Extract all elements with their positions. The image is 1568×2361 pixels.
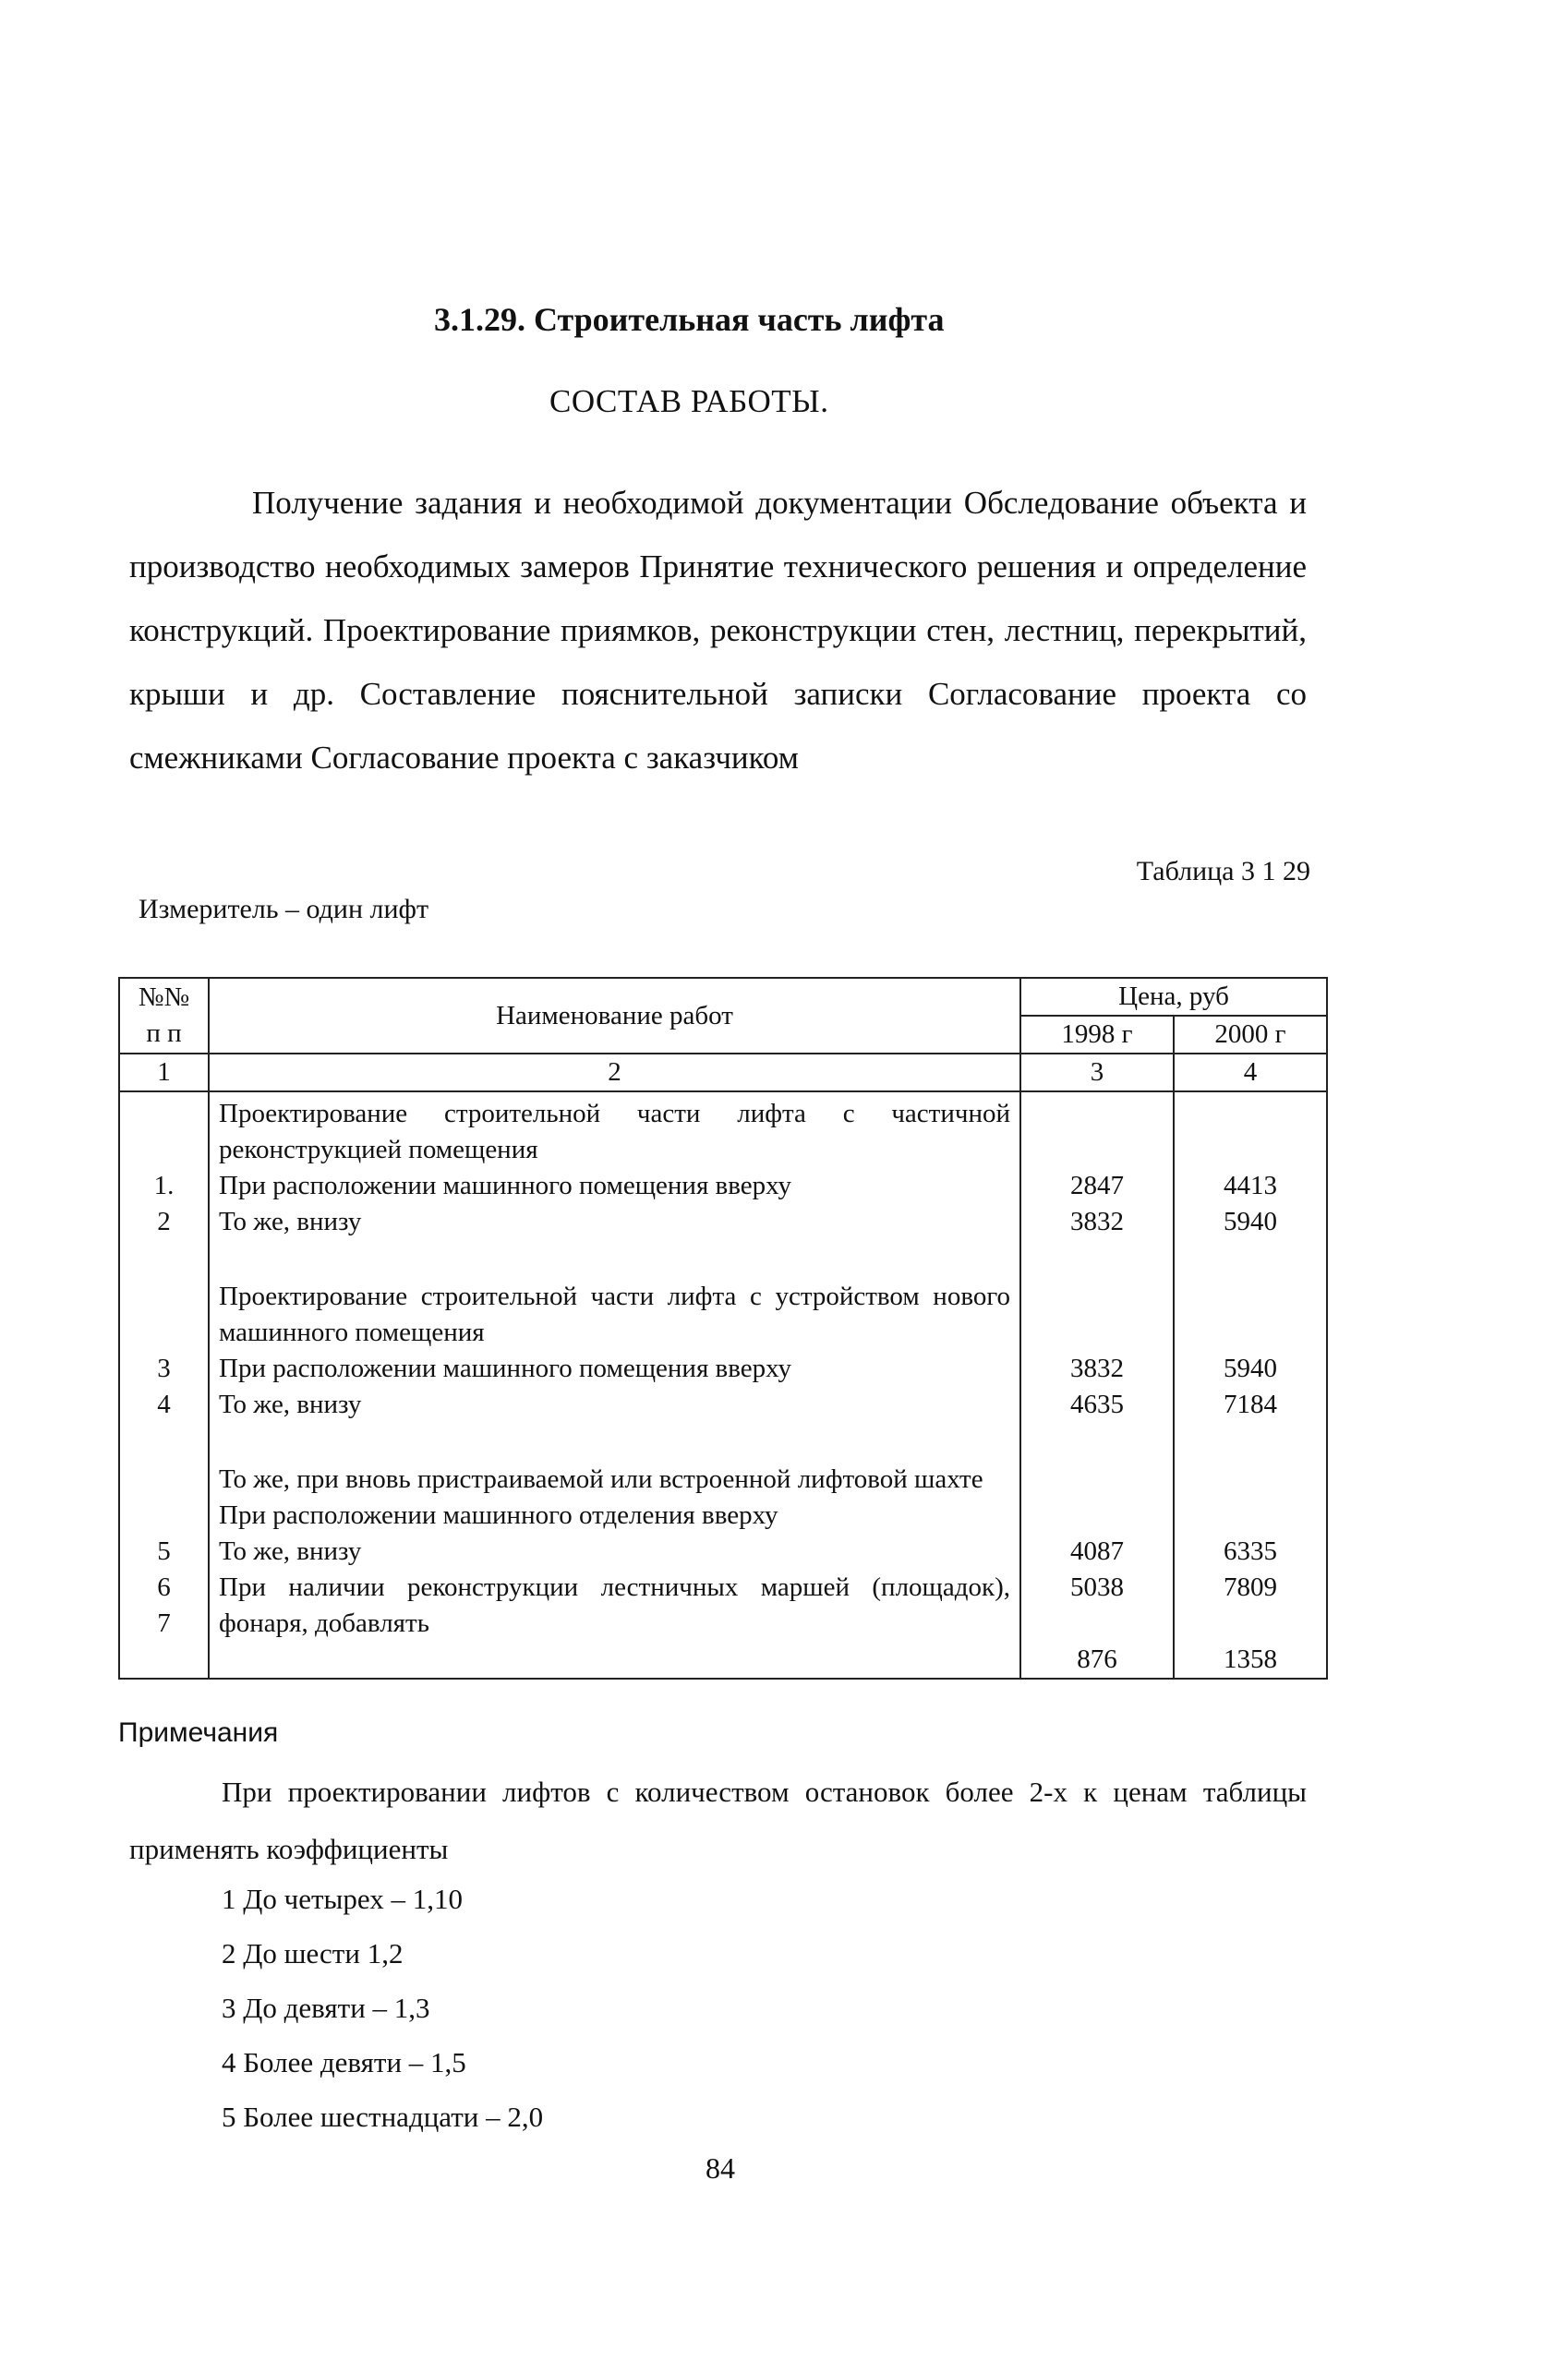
section-subtitle: СОСТАВ РАБОТЫ.: [549, 383, 829, 419]
work-name: То же, внизу: [219, 1207, 362, 1236]
work-name: При расположении машинного помещения вверху: [219, 1354, 792, 1383]
price-table: [118, 977, 1328, 1680]
section-title: 3.1.29. Строительная часть лифта: [434, 301, 945, 338]
price-1998: 4635: [1070, 1390, 1124, 1419]
header-2000: 2000 г: [1174, 1016, 1327, 1054]
numbers-column: [119, 1091, 209, 1679]
work-name: При расположении машинного помещения вверху: [219, 1171, 792, 1200]
work-name: То же, внизу: [219, 1390, 362, 1419]
price-2000: 4413: [1224, 1171, 1277, 1200]
header-number: №№ п п: [119, 978, 209, 1054]
price-2000: 1358: [1224, 1644, 1277, 1674]
price-1998: 2847: [1070, 1171, 1124, 1200]
header-1998: 1998 г: [1020, 1016, 1174, 1054]
row-number: 7: [157, 1608, 171, 1638]
row-number: 1.: [153, 1171, 175, 1200]
measure-unit: Измеритель – один лифт: [139, 894, 429, 924]
coefficient-item: 3 До девяти – 1,3: [222, 1992, 430, 2024]
price-1998: 5038: [1070, 1572, 1124, 1602]
work-name: При наличии реконструкции лестничных маршей (площадок), фонаря, добавлять: [219, 1572, 1010, 1638]
column-index: 3: [1020, 1054, 1174, 1091]
price-2000: 7809: [1224, 1572, 1277, 1602]
work-name: При расположении машинного отделения вверху: [219, 1500, 778, 1530]
price-2000: 6335: [1224, 1536, 1277, 1566]
price-1998: 4087: [1070, 1536, 1124, 1566]
coefficient-list: [222, 1872, 543, 2144]
row-number: 2: [157, 1207, 171, 1236]
price-1998: 3832: [1070, 1207, 1124, 1236]
price-1998: 3832: [1070, 1354, 1124, 1383]
row-number: 4: [157, 1390, 171, 1419]
column-index: 2: [209, 1054, 1020, 1091]
column-index: 4: [1174, 1054, 1327, 1091]
coefficient-item: 1 До четырех – 1,10: [222, 1883, 463, 1915]
row-number: 3: [157, 1354, 171, 1383]
work-description: Получение задания и необходимой документации Обследование объекта и производство необходимых замеров Принятие технического решения и определение конструкций. Проектирование приямков, реконструкции стен, лестниц, перекрытий, крыши и др. Составление пояснительной записки Согласование проекта со смежниками Согласование проекта с заказчиком: [129, 485, 1307, 776]
price-2000-column: [1174, 1091, 1327, 1679]
notes-text: При проектировании лифтов с количеством остановок более 2-х к ценам таблицы применять коэффициенты: [129, 1776, 1307, 1865]
header-work-name: Наименование работ: [209, 978, 1020, 1054]
work-name: То же, внизу: [219, 1536, 362, 1566]
row-number: 6: [157, 1572, 171, 1602]
price-2000: 7184: [1224, 1390, 1277, 1419]
price-2000: 5940: [1224, 1354, 1277, 1383]
coefficient-item: 4 Более девяти – 1,5: [222, 2046, 466, 2078]
group-title: Проектирование строительной части лифта с устройством нового машинного помещения: [219, 1282, 1010, 1347]
column-index: 1: [119, 1054, 209, 1091]
group-title: Проектирование строительной части лифта с частичной реконструкцией помещения: [219, 1099, 1010, 1164]
coefficient-item: 5 Более шестнадцати – 2,0: [222, 2101, 544, 2133]
page-number: 84: [706, 2151, 735, 2185]
notes-heading: Примечания: [118, 1717, 279, 1748]
coefficient-item: 2 До шести 1,2: [222, 1937, 404, 1970]
work-names-column: [209, 1091, 1020, 1679]
row-number: 5: [157, 1536, 171, 1566]
group-title: То же, при вновь пристраиваемой или встроенной лифтовой шахте: [219, 1464, 983, 1494]
price-2000: 5940: [1224, 1207, 1277, 1236]
header-price: Цена, руб: [1020, 978, 1327, 1016]
table-caption: Таблица 3 1 29: [1136, 856, 1310, 886]
price-1998-column: [1020, 1091, 1174, 1679]
price-1998: 876: [1077, 1644, 1117, 1674]
table-body: [119, 1091, 1327, 1679]
